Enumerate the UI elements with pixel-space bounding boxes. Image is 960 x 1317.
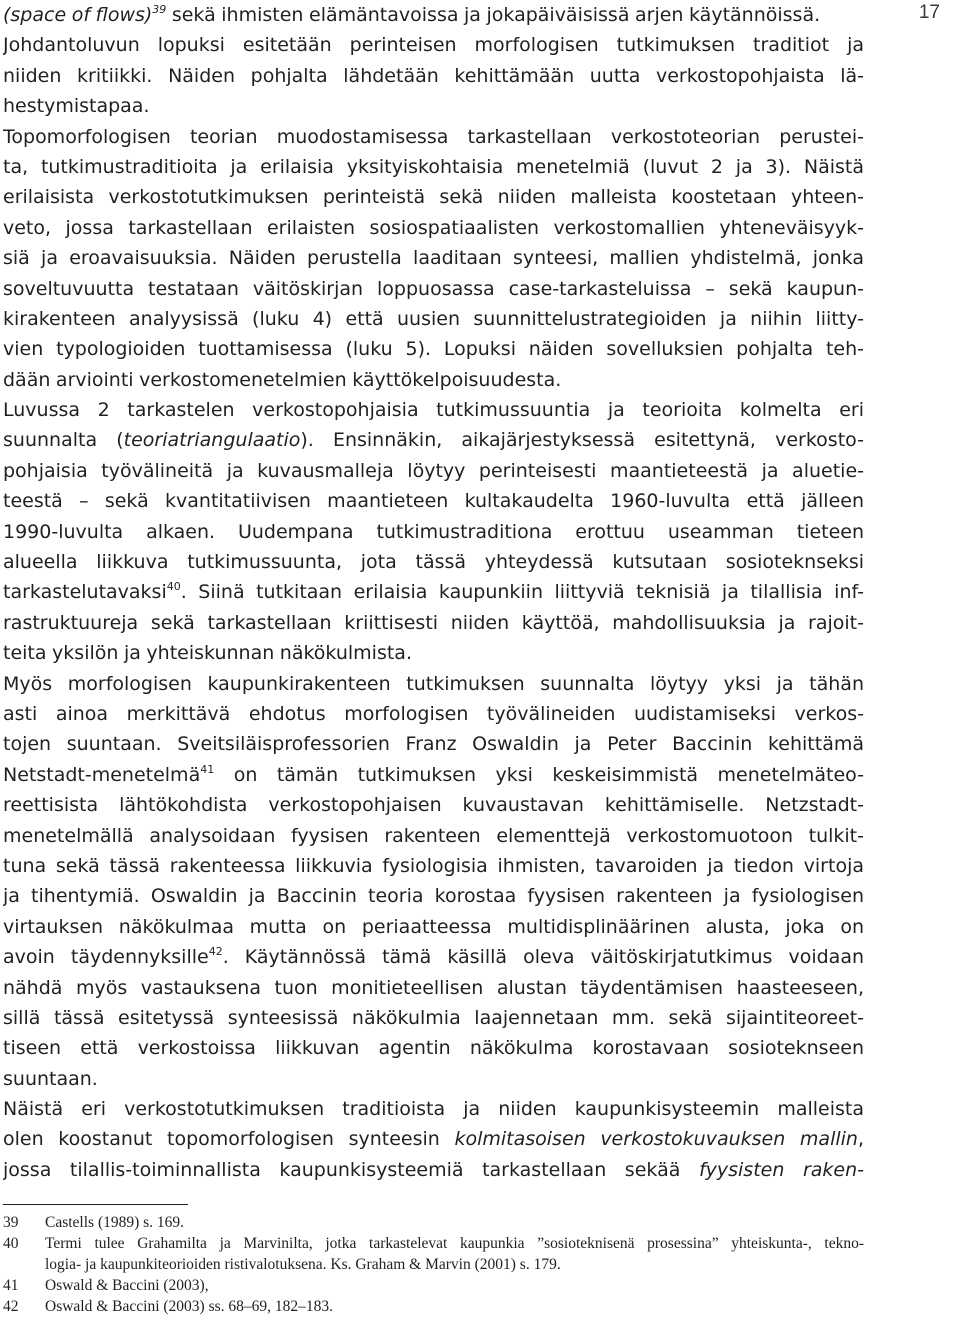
footnote-text: Oswald & Baccini (2003) ss. 68–69, 182–183.	[45, 1298, 334, 1315]
text-line	[3, 1033, 864, 1063]
text-run: olen koostanut topomorfologisen synteesin	[3, 1128, 455, 1151]
text-line	[3, 973, 864, 1003]
text-line	[3, 851, 864, 881]
text-run: suuntaan.	[3, 1067, 98, 1090]
text-line	[3, 395, 864, 425]
text-run: tarkastelutavaksi	[3, 581, 167, 604]
page-number: 17	[918, 2, 940, 23]
footnote	[3, 1212, 864, 1233]
footnote-ref: 41	[200, 762, 215, 776]
text-line	[3, 456, 864, 486]
text-line	[3, 821, 864, 851]
text-run: suunnalta (	[3, 429, 124, 452]
text-run: menetelmällä analysoidaan fyysisen rakenteen elementtejä verkostomuotoon tulkit-	[3, 824, 864, 847]
text-line	[3, 304, 864, 334]
text-line	[3, 942, 864, 972]
text-run: ). Ensinnäkin, aikajärjestyksessä esitettynä, verkosto-	[300, 429, 864, 452]
text-line	[3, 1094, 864, 1124]
text-run: reettisista lähtökohdista verkostopohjaisen kuvaustavan kehittämiselle. Netzstadt-	[3, 794, 864, 817]
text-line	[3, 669, 864, 699]
text-run: Johdantoluvun lopuksi esitetään perinteisen morfologisen tutkimuksen traditiot ja	[3, 34, 864, 57]
text-line	[3, 608, 864, 638]
footnote-number: 39	[3, 1214, 19, 1231]
text-run: sekä ihmisten elämäntavoissa ja jokapäiväisissä arjen käytännöissä.	[166, 4, 821, 26]
text-run: nähdä myös vastauksena tuon monitieteellisen alustan täydentämisen haasteeseen,	[3, 976, 864, 999]
footnote-number: 42	[3, 1298, 19, 1315]
footnote-number: 40	[3, 1235, 19, 1252]
text-run: veto, jossa tarkastellaan erilaisten sosiospatiaalisten verkostomallien yhteneväisyyk-	[3, 216, 864, 239]
text-line	[3, 1003, 864, 1033]
text-run: jossa tilallis-toiminnallista kaupunkisysteemiä tarkastellaan sekää	[3, 1158, 699, 1181]
text-run: pohjaisia työvälineitä ja kuvausmalleja löytyy perinteisesti maantieteestä ja aluetie-	[3, 459, 864, 482]
italic-text: kolmitasoisen verkostokuvauksen mallin	[454, 1128, 858, 1151]
text-run: . Käytännössä tämä käsillä oleva väitöskirjatutkimus voidaan	[222, 946, 864, 969]
text-run: Topomorfologisen teorian muodostamisessa tarkastellaan verkostoteorian perustei-	[3, 125, 864, 148]
text-run: 1990-luvulta alkaen. Uudempana tutkimustraditiona erottuu useamman tieteen	[3, 520, 864, 543]
text-run: teestä – sekä kvantitatiivisen maantieteen kultakaudelta 1960-luvulta että jälleen	[3, 490, 864, 513]
italic-text: fyysisten raken-	[698, 1158, 864, 1181]
text-line	[3, 881, 864, 911]
text-run: niiden kritiikki. Näiden pohjalta lähdetään kehittämään uutta verkostopohjaista lä-	[3, 64, 864, 87]
text-run: Luvussa 2 tarkastelen verkostopohjaisia tutkimussuuntia ja teorioita kolmelta eri	[3, 399, 864, 422]
footnote-number: 41	[3, 1277, 19, 1294]
italic-text: (space of flows)	[3, 4, 153, 26]
text-run: Näistä eri verkostotutkimuksen traditioista ja niiden kaupunkisysteemin malleista	[3, 1098, 864, 1121]
text-run: vien typologioiden tuottamisessa (luku 5). Lopuksi näiden sovelluksien pohjalta teh-	[3, 338, 864, 361]
text-line	[3, 91, 864, 121]
text-run: ta, tutkimustraditioita ja erilaisia yksityiskohtaisia menetelmiä (luvut 2 ja 3). Näistä	[3, 155, 864, 178]
text-line	[3, 1124, 864, 1154]
text-line	[3, 1155, 864, 1185]
text-run: siä ja eroavaisuuksia. Näiden perustella laaditaan synteesi, mallien yhdistelmä, jonka	[3, 247, 864, 270]
text-run: . Siinä tutkitaan erilaisia kaupunkiin liittyviä teknisiä ja tilallisia inf-	[180, 581, 864, 604]
italic-text: teoriatriangulaatio	[123, 429, 301, 452]
text-run: asti ainoa merkittävä ehdotus morfologisen työvälineiden uudistamiseksi verkos-	[3, 702, 864, 725]
text-line	[3, 1064, 864, 1094]
text-line	[3, 577, 864, 607]
text-run: dään arviointi verkostomenetelmien käyttökelpoisuudesta.	[3, 368, 562, 391]
text-run: Netstadt-menetelmä	[3, 763, 201, 786]
text-run: virtauksen näkökulmaa mutta on periaatteessa multidisplinäärinen alusta, joka on	[3, 915, 864, 938]
text-run: rastruktuureja sekä tarkastellaan kriittisesti niiden käyttöä, mahdollisuuksia ja rajoit-	[3, 611, 864, 634]
text-line	[3, 30, 864, 60]
text-run: teita yksilön ja yhteiskunnan näkökulmista.	[3, 642, 412, 665]
text-line	[3, 729, 864, 759]
text-line	[3, 912, 864, 942]
text-line	[3, 699, 864, 729]
text-run: ja tihentymiä. Oswaldin ja Baccinin teoria korostaa fyysisen rakenteen ja fysiologisen	[3, 885, 864, 908]
text-line	[3, 790, 864, 820]
text-run: hestymistapaa.	[3, 95, 150, 118]
footnote-text: logia- ja kaupunkiteorioiden ristivalotuksena. Ks. Graham & Marvin (2001) s. 179.	[45, 1256, 561, 1273]
text-line	[3, 517, 864, 547]
text-run: soveltuvuutta testataan väitöskirjan loppuosassa case-tarkasteluissa – sekä kaupun-	[3, 277, 864, 300]
text-line	[3, 243, 864, 273]
text-run: avoin täydennyksille	[3, 946, 209, 969]
text-run: sillä tässä esitetyssä synteesissä näkökulmia laajennetaan mm. sekä sijaintiteoreet-	[3, 1006, 864, 1029]
text-line	[3, 547, 864, 577]
footnote-ref: 42	[208, 945, 223, 959]
text-run: Myös morfologisen kaupunkirakenteen tutkimuksen suunnalta löytyy yksi ja tähän	[3, 672, 864, 695]
text-line	[3, 122, 864, 152]
text-line	[3, 334, 864, 364]
text-line	[3, 760, 864, 790]
text-run: kirakenteen analyysissä (luku 4) että uusien suunnittelustrategioiden ja niihin liitty-	[3, 307, 864, 330]
text-line	[3, 182, 864, 212]
footnote	[3, 1233, 864, 1275]
text-line	[3, 213, 864, 243]
text-run: tojen suuntaan. Sveitsiläisprofessorien Franz Oswaldin ja Peter Baccinin kehittämä	[3, 733, 864, 756]
text-run: tuna sekä tässä rakenteessa liikkuvia fysiologisia ihmisten, tavaroiden ja tiedon virtoja	[3, 854, 864, 877]
text-line	[3, 425, 864, 455]
text-line	[3, 61, 864, 91]
footnote-text: Termi tulee Grahamilta ja Marvinilta, jotka tarkastelevat kaupunkia ”sosioteknisenä prosessina” yhteiskunta-, tekno-	[45, 1235, 864, 1252]
text-line	[3, 0, 864, 30]
footnote-text: Castells (1989) s. 169.	[45, 1214, 185, 1231]
body-text	[3, 0, 864, 1185]
text-run: alueella liikkuva tutkimussuunta, jota tässä yhteydessä kutsutaan sosioteknseksi	[3, 551, 864, 574]
text-line	[3, 638, 864, 668]
footnote-ref: 39	[152, 3, 167, 16]
footnotes	[3, 1212, 864, 1317]
text-run: tiseen että verkostoissa liikkuvan agentin näkökulma korostavaan sosioteknseen	[3, 1037, 864, 1060]
footnote-text: Oswald & Baccini (2003),	[45, 1277, 209, 1294]
footnote-ref: 40	[166, 580, 181, 594]
text-line	[3, 486, 864, 516]
footnote	[3, 1275, 864, 1296]
text-run: erilaisista verkostotutkimuksen perinteistä sekä niiden malleista koostetaan yhteen-	[3, 186, 864, 209]
text-line	[3, 365, 864, 395]
footnote-divider	[3, 1204, 188, 1205]
footnote	[3, 1296, 864, 1317]
text-run: ,	[857, 1128, 864, 1151]
text-line	[3, 274, 864, 304]
text-line	[3, 152, 864, 182]
text-run: on tämän tutkimuksen yksi keskeisimmistä menetelmäteo-	[214, 763, 864, 786]
